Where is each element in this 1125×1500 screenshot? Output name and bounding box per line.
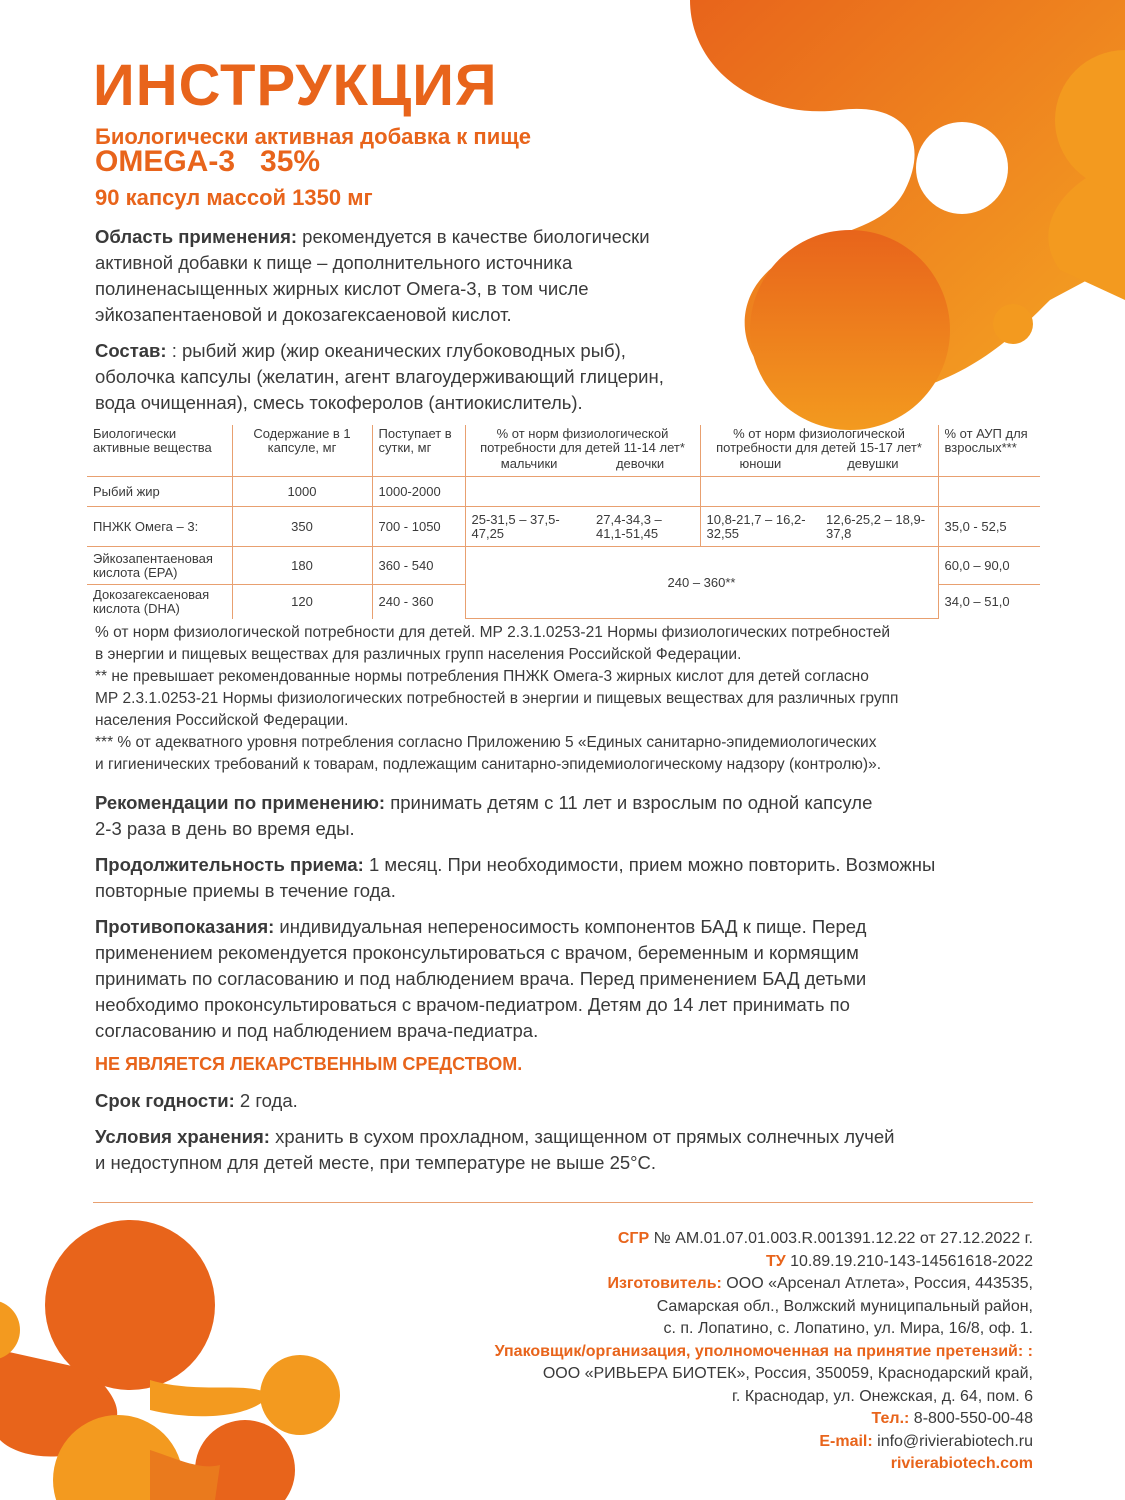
header-teens [700, 425, 938, 477]
row-content: 1000 [232, 477, 372, 507]
contraindications-line: принимать по согласованию и под наблюдением врача. Перед применением БАД детьми [95, 968, 867, 989]
recommendations-line: принимать детям с 11 лет и взрослым по одной капсуле [385, 792, 873, 813]
row-aup [938, 477, 1040, 507]
row-daily: 1000-2000 [372, 477, 465, 507]
storage-line: хранить в сухом прохладном, защищенном от прямых солнечных лучей [269, 1126, 895, 1147]
contraindications-line: необходимо проконсультироваться с врачом-педиатром. Детям до 14 лет принимать по [95, 994, 850, 1015]
contraindications-line: применением рекомендуется проконсультироваться с врачом, беременным и кормящим [95, 942, 859, 963]
row-boys: 25-31,5 – 37,5-47,25 [465, 507, 590, 547]
footnote-line: МР 2.3.1.0253-21 Нормы физиологических потребностей в энергии и пищевых веществах для различных групп [95, 690, 899, 707]
recommendations-section [95, 790, 872, 842]
contraindications-label: Противопоказания: [95, 916, 275, 937]
header-aup: % от АУП для взрослых*** [938, 425, 1040, 477]
packer-label: Упаковщик/организация, уполномоченная на принятие претензий: : [494, 1342, 1033, 1360]
maker-line: с. п. Лопатино, с. Лопатино, ул. Мира, 16/8, оф. 1. [663, 1320, 1033, 1337]
row-daily: 360 - 540 [372, 547, 465, 585]
contraindications-section [95, 914, 866, 1044]
duration-line: повторные приемы в течение года. [95, 880, 396, 901]
packer-line: г. Краснодар, ул. Онежская, д. 64, пом. 6 [732, 1387, 1033, 1405]
phone-value[interactable]: 8-800-550-00-48 [909, 1410, 1033, 1427]
composition-line: : рыбий жир (жир океанических глубоководных рыб), [166, 340, 626, 361]
table-row [87, 477, 1040, 507]
row-content: 350 [232, 507, 372, 547]
header-content: Содержание в 1 капсуле, мг [232, 425, 372, 477]
row-name: Докозагексаеновая кислота (DHA) [93, 586, 210, 616]
nutrients-table [87, 425, 1040, 619]
tu-value: 10.89.19.210-143-14561618-2022 [785, 1252, 1033, 1270]
application-line: полиненасыщенных жирных кислот Омега-3, в том числе [95, 278, 589, 299]
document-title: ИНСТРУКЦИЯ [93, 53, 498, 118]
contraindications-line: согласованию и под наблюдением врача-педиатра. [95, 1020, 539, 1041]
footnote-line: населения Российской Федерации. [95, 712, 349, 729]
footnote-line: ** не превышает рекомендованные нормы потребления ПНЖК Омега-3 жирных кислот для детей согласно [95, 668, 869, 685]
header-young-men: юноши [739, 456, 782, 471]
row-boys [465, 477, 590, 507]
composition-line: оболочка капсулы (желатин, агент влагоудерживающий глицерин, [95, 366, 664, 387]
duration-line: 1 месяц. При необходимости, прием можно повторить. Возможны [363, 854, 936, 875]
maker-label: Изготовитель: [607, 1275, 722, 1292]
header-kids [465, 425, 700, 477]
shelf-life-section [95, 1088, 298, 1114]
row-young-women: 12,6-25,2 – 18,9-37,8 [820, 507, 938, 547]
row-young-men [700, 477, 820, 507]
row-girls [590, 477, 700, 507]
row-aup: 34,0 – 51,0 [938, 585, 1040, 619]
composition-section [95, 338, 664, 416]
row-daily: 240 - 360 [372, 585, 465, 619]
row-aup: 35,0 - 52,5 [938, 507, 1040, 547]
header-girls: девочки [615, 456, 665, 471]
storage-label: Условия хранения: [95, 1126, 270, 1147]
application-label: Область применения: [95, 226, 298, 247]
header-daily: Поступает в сутки, мг [372, 425, 465, 477]
website-link[interactable]: rivierabiotech.com [890, 1455, 1033, 1472]
header-teens-label: % от норм физиологической потребности для детей 15-17 лет* [716, 426, 922, 455]
sgr-value: № АМ.01.07.01.003.R.001391.12.22 от 27.12.2022 г. [649, 1230, 1033, 1247]
row-daily: 700 - 1050 [372, 507, 465, 547]
email-label: E-mail: [819, 1432, 873, 1450]
row-girls: 27,4-34,3 – 41,1-51,45 [590, 507, 700, 547]
product-type: Биологически активная добавка к пище [95, 124, 532, 149]
recommendations-line: 2-3 раза в день во время еды. [95, 818, 355, 839]
header-substance: Биологически активные вещества [87, 425, 232, 477]
not-medicine-warning: НЕ ЯВЛЯЕТСЯ ЛЕКАРСТВЕННЫМ СРЕДСТВОМ. [95, 1054, 523, 1074]
storage-line: и недоступном для детей месте, при температуре не выше 25°С. [95, 1152, 657, 1173]
row-name: Эйкозапентаеновая кислота (EPA) [87, 547, 232, 585]
row-name: ПНЖК Омега – 3: [87, 507, 232, 547]
tu-label: ТУ [765, 1252, 786, 1270]
merged-kids-value: 240 – 360** [465, 547, 938, 619]
application-line: активной добавки к пище – дополнительного источника [95, 252, 573, 273]
shelf-life-value: 2 года. [234, 1090, 298, 1111]
application-section [95, 224, 650, 328]
composition-line: вода очищенная), смесь токоферолов (антиокислитель). [95, 392, 583, 413]
product-name: OMEGA-3 35% [95, 145, 321, 178]
header-young-women: девушки [847, 456, 899, 471]
table-row [87, 507, 1040, 547]
shelf-life-label: Срок годности: [95, 1090, 235, 1111]
footnote-line: *** % от адекватного уровня потребления согласно Приложению 5 «Единых санитарно-эпидемиологических [95, 734, 877, 751]
footnote-line: в энергии и пищевых веществах для различных групп населения Российской Федерации. [95, 646, 742, 663]
packer-line: ООО «РИВЬЕРА БИОТЕК», Россия, 350059, Краснодарский край, [542, 1365, 1033, 1382]
row-young-women [820, 477, 938, 507]
footnote-line: % от норм физиологической потребности для детей. МР 2.3.1.0253-21 Нормы физиологических потребностей [95, 624, 891, 641]
storage-section [95, 1124, 895, 1176]
row-aup: 60,0 – 90,0 [938, 547, 1040, 585]
phone-label: Тел.: [871, 1410, 910, 1427]
header-boys: мальчики [500, 456, 558, 471]
email-link[interactable]: info@rivierabiotech.ru [872, 1432, 1033, 1450]
footer-info [495, 1228, 1033, 1476]
application-line: рекомендуется в качестве биологически [297, 226, 650, 247]
table-header-row [87, 425, 1040, 477]
duration-label: Продолжительность приема: [95, 854, 364, 875]
footnotes [95, 622, 1055, 776]
sgr-label: СГР [617, 1230, 650, 1247]
table-row [87, 547, 1040, 585]
contraindications-line: индивидуальная непереносимость компонентов БАД к пище. Перед [274, 916, 867, 937]
composition-label: Состав: [95, 340, 167, 361]
row-content: 180 [232, 547, 372, 585]
row-name: Рыбий жир [87, 477, 232, 507]
product-package: 90 капсул массой 1350 мг [95, 185, 373, 210]
divider [93, 1202, 1033, 1203]
row-content: 120 [232, 585, 372, 619]
duration-section [95, 852, 935, 904]
maker-line: ООО «Арсенал Атлета», Россия, 443535, [721, 1275, 1033, 1292]
header-kids-label: % от норм физиологической потребности для детей 11-14 лет* [480, 426, 685, 455]
recommendations-label: Рекомендации по применению: [95, 792, 386, 813]
row-young-men: 10,8-21,7 – 16,2-32,55 [700, 507, 820, 547]
application-line: эйкозапентаеновой и докозагексаеновой кислот. [95, 304, 512, 325]
maker-line: Самарская обл., Волжский муниципальный район, [656, 1297, 1033, 1315]
footnote-line: и гигиенических требований к товарам, подлежащим санитарно-эпидемиологическому надзору (контролю)». [95, 756, 881, 773]
